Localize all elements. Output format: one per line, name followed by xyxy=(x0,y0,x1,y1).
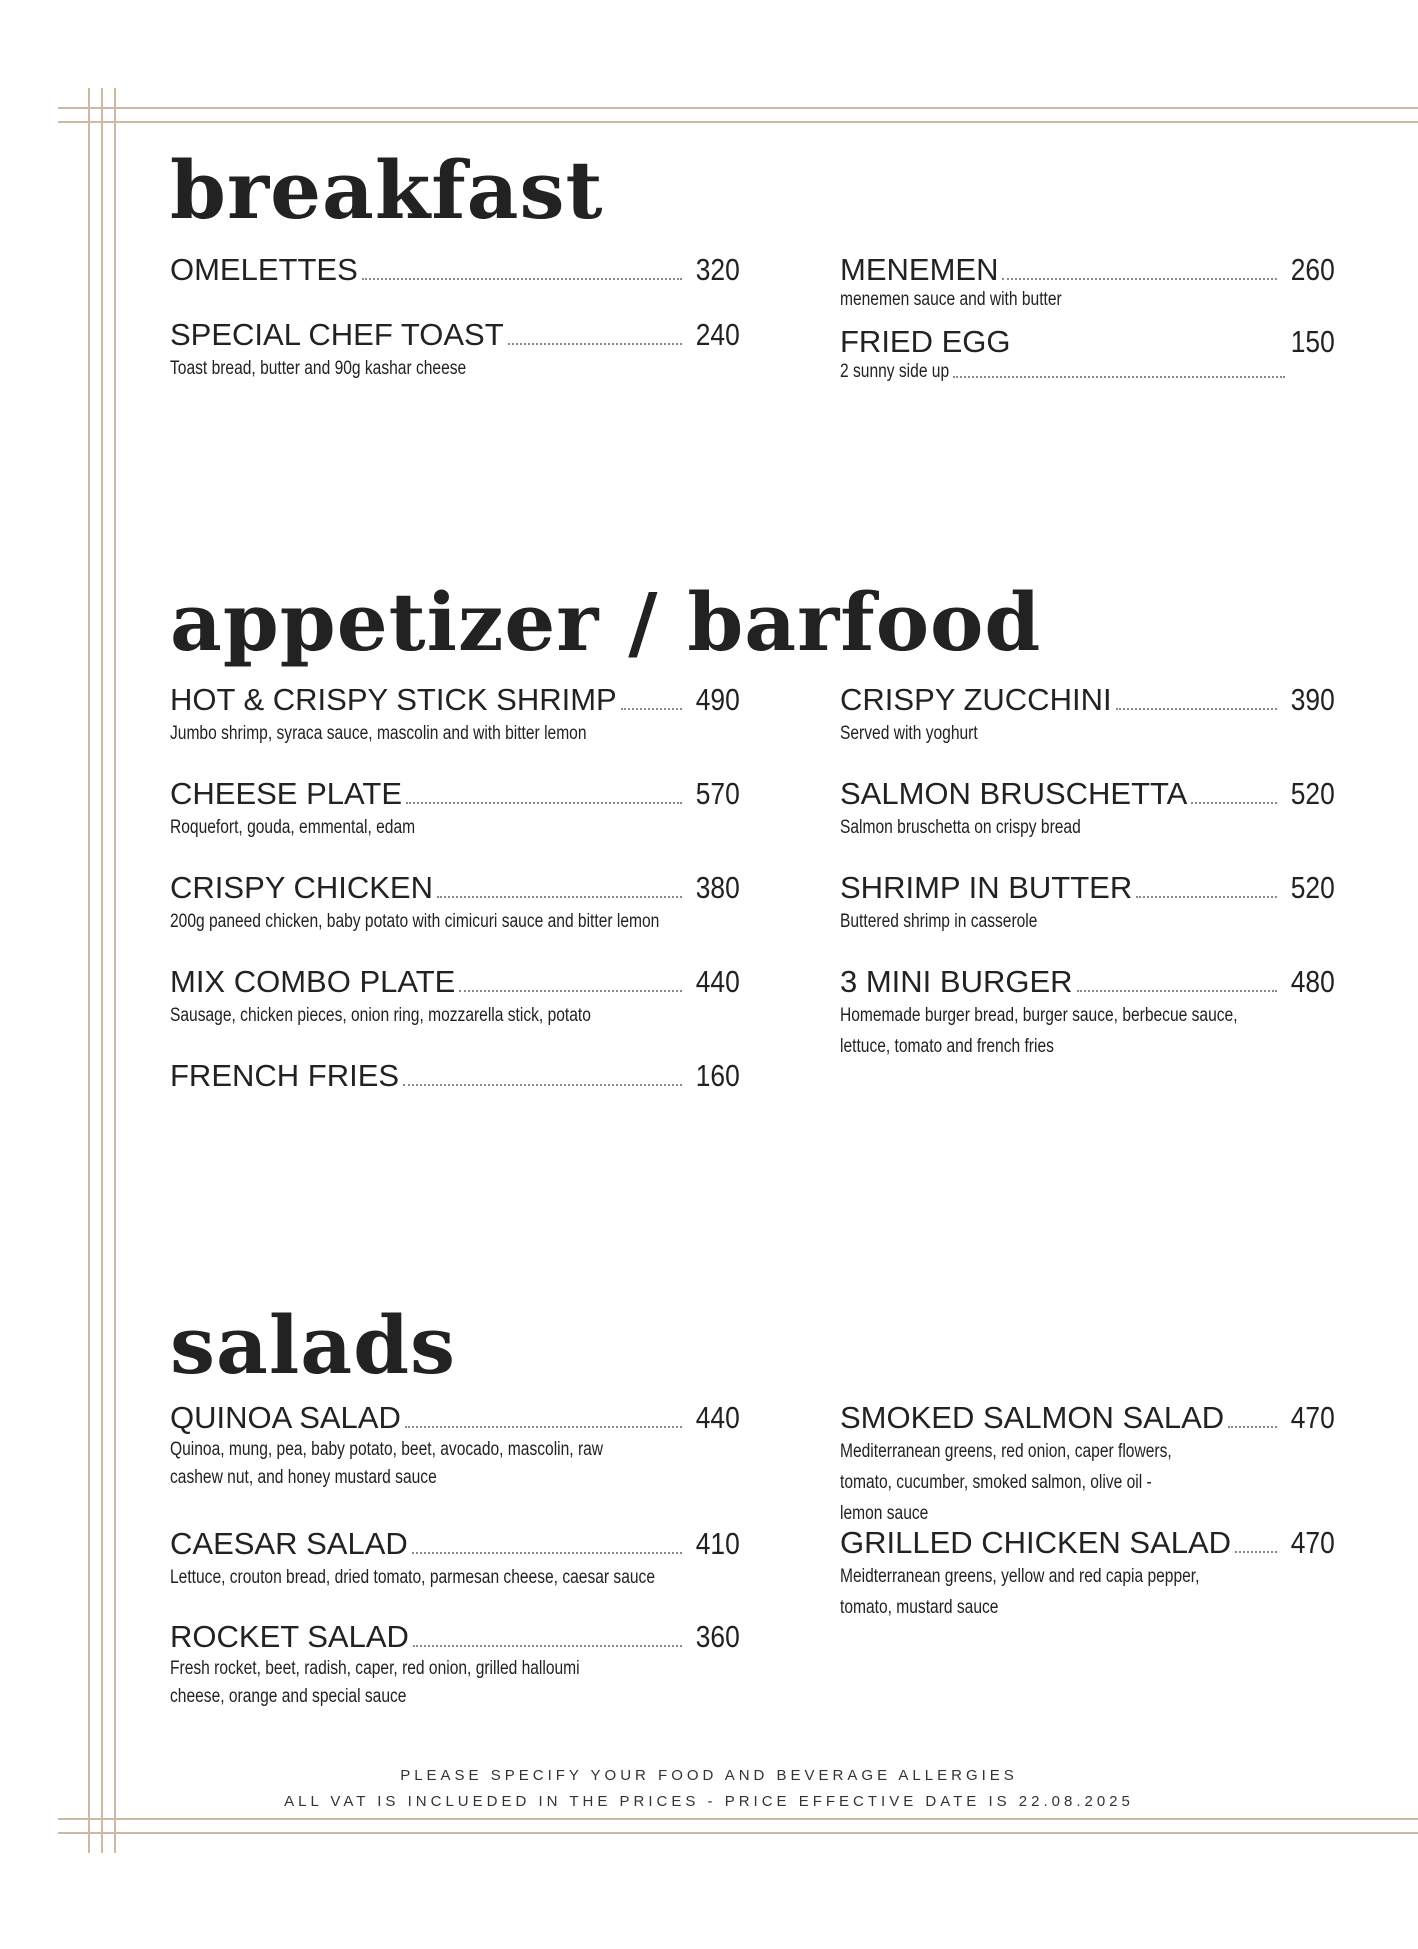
leader-dots xyxy=(1228,1426,1277,1428)
item-price: 360 xyxy=(696,1619,740,1654)
item-price: 410 xyxy=(696,1526,740,1561)
leader-dots xyxy=(413,1645,682,1647)
item-name: QUINOA SALAD xyxy=(170,1400,401,1435)
item-price: 150 xyxy=(1291,324,1335,359)
section-title-breakfast: breakfast xyxy=(170,143,604,237)
item-description: Lettuce, crouton bread, dried tomato, parmesan cheese, caesar sauce xyxy=(170,1567,656,1588)
item-price: 490 xyxy=(696,682,740,717)
item-price: 480 xyxy=(1291,964,1335,999)
frame-bottom-line-2 xyxy=(58,1832,1418,1834)
item-description: Quinoa, mung, pea, baby potato, beet, avocado, mascolin, raw cashew nut, and honey mustard sauce xyxy=(170,1439,604,1488)
menu-item xyxy=(170,776,740,870)
menu-item xyxy=(170,682,740,776)
menu-item xyxy=(170,964,740,1058)
item-description: menemen sauce and with butter xyxy=(840,289,1062,310)
leader-dots xyxy=(405,1426,682,1428)
leader-dots xyxy=(459,990,682,992)
item-name: GRILLED CHICKEN SALAD xyxy=(840,1525,1232,1560)
salads-right-column xyxy=(840,1400,1335,1623)
breakfast-right-column xyxy=(840,252,1335,384)
section-title-appetizer: appetizer / barfood xyxy=(170,575,1042,669)
menu-item xyxy=(840,1525,1335,1623)
leader-dots xyxy=(362,278,683,280)
menu-item xyxy=(170,1400,740,1526)
item-name: FRENCH FRIES xyxy=(170,1058,400,1093)
item-price: 520 xyxy=(1291,870,1335,905)
leader-dots xyxy=(403,1084,682,1086)
footer-vat-note: ALL VAT IS INCLUEDED IN THE PRICES - PRICE EFFECTIVE DATE IS 22.08.2025 xyxy=(284,1793,1134,1810)
item-description: Fresh rocket, beet, radish, caper, red onion, grilled halloumi cheese, orange and special sauce xyxy=(170,1658,580,1707)
leader-dots xyxy=(406,802,682,804)
leader-dots xyxy=(621,708,683,710)
appetizer-left-column xyxy=(170,682,740,1094)
item-price: 440 xyxy=(696,964,740,999)
item-description: Meidterranean greens, yellow and red capia pepper, tomato, mustard sauce xyxy=(840,1566,1200,1618)
leader-dots xyxy=(437,896,682,898)
item-price: 240 xyxy=(696,317,740,352)
item-description: Salmon bruschetta on crispy bread xyxy=(840,817,1081,838)
leader-dots xyxy=(1235,1551,1277,1553)
item-name: CRISPY ZUCCHINI xyxy=(840,682,1112,717)
item-description: Toast bread, butter and 90g kashar cheese xyxy=(170,358,467,379)
item-name: CHEESE PLATE xyxy=(170,776,403,811)
item-price: 440 xyxy=(696,1400,740,1435)
item-description: Mediterranean greens, red onion, caper flowers, tomato, cucumber, smoked salmon, olive oil - lemon sauce xyxy=(840,1441,1172,1524)
item-description: Buttered shrimp in casserole xyxy=(840,911,1038,932)
leader-dots xyxy=(412,1552,683,1554)
frame-left-line-3 xyxy=(114,88,116,1853)
frame-left-line-2 xyxy=(101,88,103,1853)
item-price: 470 xyxy=(1291,1525,1335,1560)
appetizer-right-column xyxy=(840,682,1335,1062)
item-name: HOT & CRISPY STICK SHRIMP xyxy=(170,682,617,717)
menu-item xyxy=(170,1526,740,1619)
item-price: 470 xyxy=(1291,1400,1335,1435)
item-name: CRISPY CHICKEN xyxy=(170,870,433,905)
item-name: 3 MINI BURGER xyxy=(840,964,1073,999)
menu-item xyxy=(840,324,1335,384)
item-description: Roquefort, gouda, emmental, edam xyxy=(170,817,416,838)
menu-item xyxy=(170,1619,740,1711)
menu-item xyxy=(840,682,1335,776)
menu-item xyxy=(840,776,1335,870)
menu-item xyxy=(840,252,1335,324)
item-name: SPECIAL CHEF TOAST xyxy=(170,317,504,352)
leader-dots xyxy=(1077,990,1278,992)
item-price: 320 xyxy=(696,252,740,287)
item-description: Jumbo shrimp, syraca sauce, mascolin and with bitter lemon xyxy=(170,723,587,744)
item-price: 380 xyxy=(696,870,740,905)
item-name: MENEMEN xyxy=(840,252,999,287)
item-name: OMELETTES xyxy=(170,252,358,287)
menu-item xyxy=(170,870,740,964)
frame-bottom-line-1 xyxy=(58,1818,1418,1820)
menu-item xyxy=(840,964,1335,1062)
item-name: FRIED EGG xyxy=(840,324,1011,359)
item-price: 260 xyxy=(1291,252,1335,287)
frame-top-line-1 xyxy=(58,107,1418,109)
section-title-salads: salads xyxy=(170,1298,457,1392)
item-name: ROCKET SALAD xyxy=(170,1619,409,1654)
item-price: 160 xyxy=(696,1058,740,1093)
leader-dots xyxy=(1191,802,1277,804)
menu-item xyxy=(170,1058,740,1094)
item-name: SHRIMP IN BUTTER xyxy=(840,870,1133,905)
frame-top-line-2 xyxy=(58,121,1418,123)
item-price: 520 xyxy=(1291,776,1335,811)
menu-item xyxy=(170,317,740,384)
item-price: 570 xyxy=(696,776,740,811)
menu-item xyxy=(840,1400,1335,1525)
item-name: SALMON BRUSCHETTA xyxy=(840,776,1188,811)
frame-left-line-1 xyxy=(88,88,90,1853)
item-description: 2 sunny side up xyxy=(840,361,950,382)
item-name: CAESAR SALAD xyxy=(170,1526,408,1561)
salads-left-column xyxy=(170,1400,740,1711)
item-description: Homemade burger bread, burger sauce, berbecue sauce, lettuce, tomato and french fries xyxy=(840,1005,1238,1057)
menu-item xyxy=(170,252,740,317)
leader-dots xyxy=(953,376,1285,378)
item-name: SMOKED SALMON SALAD xyxy=(840,1400,1225,1435)
item-description: Served with yoghurt xyxy=(840,723,978,744)
item-description: 200g paneed chicken, baby potato with cimicuri sauce and bitter lemon xyxy=(170,911,660,932)
leader-dots xyxy=(1136,896,1277,898)
item-name: MIX COMBO PLATE xyxy=(170,964,456,999)
menu-item xyxy=(840,870,1335,964)
leader-dots xyxy=(1116,708,1278,710)
item-description: Sausage, chicken pieces, onion ring, mozzarella stick, potato xyxy=(170,1005,591,1026)
item-price: 390 xyxy=(1291,682,1335,717)
leader-dots xyxy=(1002,278,1277,280)
leader-dots xyxy=(508,343,683,345)
breakfast-left-column xyxy=(170,252,740,384)
footer-allergy-note: PLEASE SPECIFY YOUR FOOD AND BEVERAGE ALLERGIES xyxy=(400,1767,1018,1784)
